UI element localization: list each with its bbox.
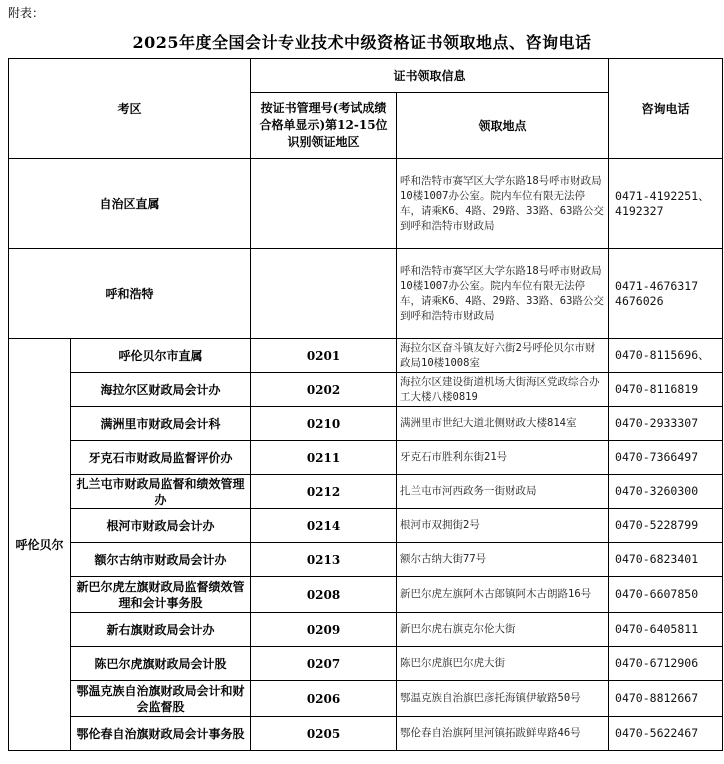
- address-cell: 呼和浩特市赛罕区大学东路18号呼市财政局10楼1007办公室。院内车位有限无法停车，请乘K6、4路、29路、33路、63路公交到呼和浩特市财政局: [397, 249, 609, 339]
- table-row: [9, 681, 723, 717]
- phone-cell: 0470-6823401: [609, 543, 723, 577]
- sub-area-cell: 鄂伦春自治旗财政局会计事务股: [71, 717, 251, 751]
- header-cert-info: 证书领取信息: [251, 59, 609, 93]
- table-row: [9, 647, 723, 681]
- table-row: [9, 543, 723, 577]
- address-cell: 陈巴尔虎旗巴尔虎大街: [397, 647, 609, 681]
- address-cell: 满洲里市世纪大道北侧财政大楼814室: [397, 407, 609, 441]
- sub-area-cell: 海拉尔区财政局会计办: [71, 373, 251, 407]
- area-cell: 呼和浩特: [9, 249, 251, 339]
- table-row: [9, 577, 723, 613]
- sub-area-cell: 满洲里市财政局会计科: [71, 407, 251, 441]
- sub-area-cell: 陈巴尔虎旗财政局会计股: [71, 647, 251, 681]
- address-cell: 鄂伦春自治旗阿里河镇拓跋鲜卑路46号: [397, 717, 609, 751]
- sub-area-cell: 根河市财政局会计办: [71, 509, 251, 543]
- code-cell: 0206: [251, 681, 397, 717]
- header-phone: 咨询电话: [609, 59, 723, 159]
- address-cell: 扎兰屯市河西政务一街财政局: [397, 475, 609, 509]
- sub-area-cell: 牙克石市财政局监督评价办: [71, 441, 251, 475]
- header-row-1: [9, 59, 723, 93]
- appendix-label: 附表：: [8, 6, 45, 20]
- code-cell: 0202: [251, 373, 397, 407]
- table-row: [9, 249, 723, 339]
- phone-cell: 0470-2933307: [609, 407, 723, 441]
- phone-cell: 0470-5622467: [609, 717, 723, 751]
- code-cell: [251, 159, 397, 249]
- phone-cell: 0470-6712906: [609, 647, 723, 681]
- code-cell: 0212: [251, 475, 397, 509]
- code-cell: 0205: [251, 717, 397, 751]
- code-cell: 0201: [251, 339, 397, 373]
- sub-area-cell: 新右旗财政局会计办: [71, 613, 251, 647]
- phone-cell: 0471-4192251、4192327: [609, 159, 723, 249]
- address-cell: 鄂温克族自治旗巴彦托海镇伊敏路50号: [397, 681, 609, 717]
- header-location: 领取地点: [397, 93, 609, 159]
- address-cell: 牙克石市胜利东街21号: [397, 441, 609, 475]
- phone-cell: 0470-8115696、: [609, 339, 723, 373]
- header-code: 按证书管理号(考试成绩合格单显示)第12-15位识别领证地区: [251, 93, 397, 159]
- code-cell: 0213: [251, 543, 397, 577]
- sub-area-cell: 呼伦贝尔市直属: [71, 339, 251, 373]
- table-row: [9, 373, 723, 407]
- code-cell: 0214: [251, 509, 397, 543]
- table-row: [9, 441, 723, 475]
- phone-cell: 0470-8812667: [609, 681, 723, 717]
- code-cell: [251, 249, 397, 339]
- header-area: 考区: [9, 59, 251, 159]
- address-cell: 新巴尔虎左旗阿木古郎镇阿木古朗路16号: [397, 577, 609, 613]
- phone-cell: 0470-5228799: [609, 509, 723, 543]
- address-cell: 新巴尔虎右旗克尔伦大街: [397, 613, 609, 647]
- page-title: 2025年度全国会计专业技术中级资格证书领取地点、咨询电话: [132, 33, 592, 52]
- phone-cell: 0470-3260300: [609, 475, 723, 509]
- code-cell: 0210: [251, 407, 397, 441]
- area-cell: 自治区直属: [9, 159, 251, 249]
- code-cell: 0207: [251, 647, 397, 681]
- phone-cell: 0471-4676317 4676026: [609, 249, 723, 339]
- table-row: [9, 475, 723, 509]
- code-cell: 0211: [251, 441, 397, 475]
- sub-area-cell: 鄂温克族自治旗财政局会计和财会监督股: [71, 681, 251, 717]
- sub-area-cell: 扎兰屯市财政局监督和绩效管理办: [71, 475, 251, 509]
- cert-pickup-table: [8, 58, 723, 751]
- address-cell: 额尔古纳大街77号: [397, 543, 609, 577]
- table-row: [9, 339, 723, 373]
- address-cell: 海拉尔区奋斗镇友好六街2号呼伦贝尔市财政局10楼1008室: [397, 339, 609, 373]
- phone-cell: 0470-6607850: [609, 577, 723, 613]
- table-row: [9, 407, 723, 441]
- phone-cell: 0470-7366497: [609, 441, 723, 475]
- table-row: [9, 613, 723, 647]
- region-cell: 呼伦贝尔: [9, 339, 71, 751]
- address-cell: 根河市双拥街2号: [397, 509, 609, 543]
- table-row: [9, 159, 723, 249]
- sub-area-cell: 额尔古纳市财政局会计办: [71, 543, 251, 577]
- table-row: [9, 509, 723, 543]
- address-cell: 呼和浩特市赛罕区大学东路18号呼市财政局10楼1007办公室。院内车位有限无法停车，请乘K6、4路、29路、33路、63路公交到呼和浩特市财政局: [397, 159, 609, 249]
- sub-area-cell: 新巴尔虎左旗财政局监督绩效管理和会计事务股: [71, 577, 251, 613]
- phone-cell: 0470-6405811: [609, 613, 723, 647]
- table-row: [9, 717, 723, 751]
- address-cell: 海拉尔区建设街道机场大街海区党政综合办工大楼八楼0819: [397, 373, 609, 407]
- code-cell: 0209: [251, 613, 397, 647]
- code-cell: 0208: [251, 577, 397, 613]
- phone-cell: 0470-8116819: [609, 373, 723, 407]
